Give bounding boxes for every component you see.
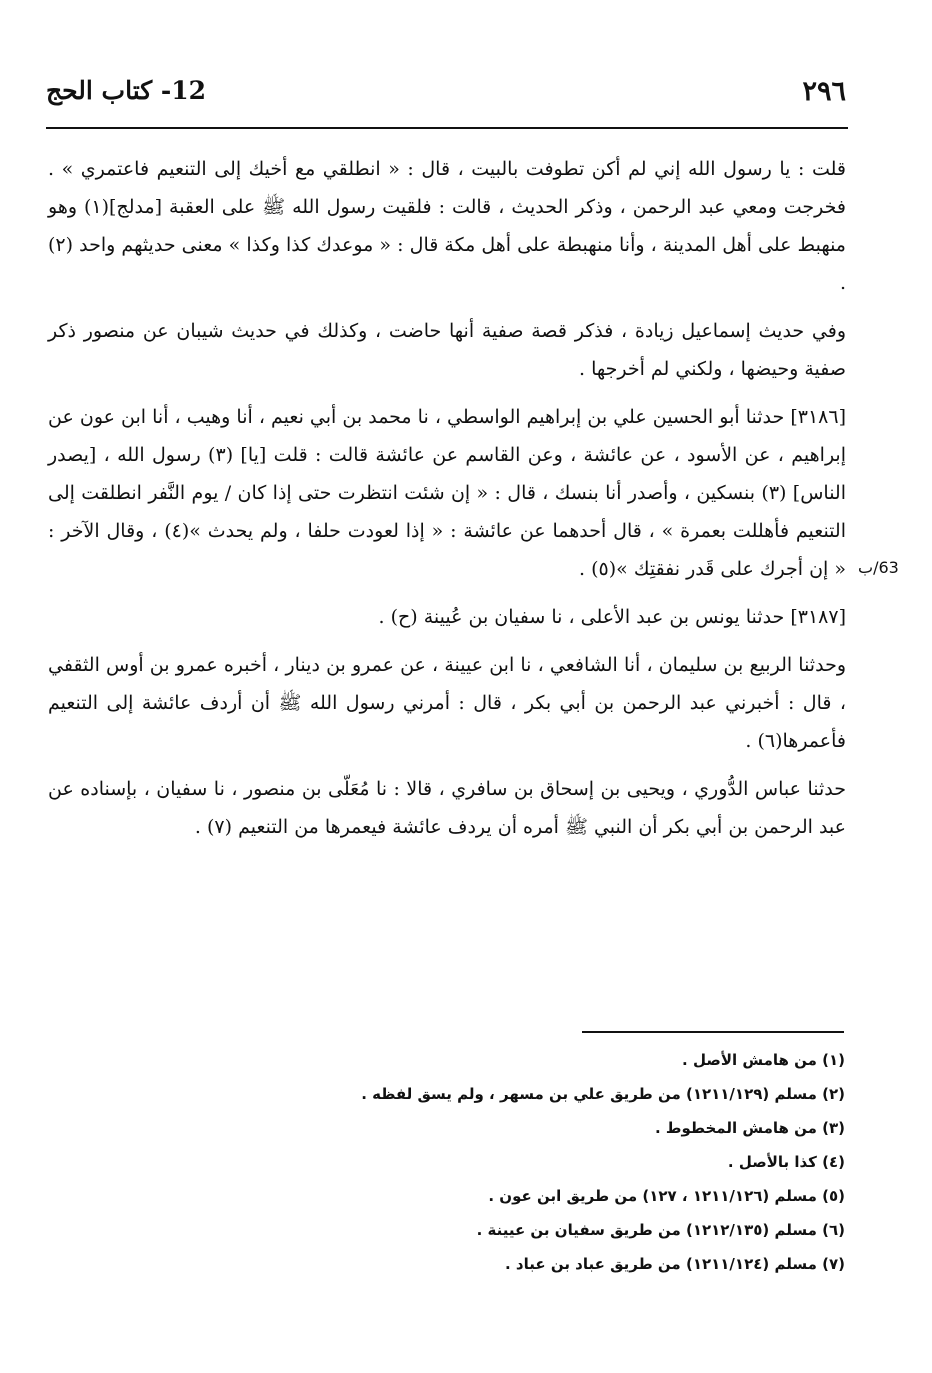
- paragraph-2: وفي حديث إسماعيل زيادة ، فذكر قصة صفية أنها حاضت ، وكذلك في حديث شيبان عن منصور ذكر صفية وحيضها ، ولكني لم أخرجها .: [48, 320, 846, 380]
- footnote-2: (٢) مسلم (١٢١١/١٢٩) من طريق علي بن مسهر ، ولم يسق لفظه .: [361, 1085, 845, 1103]
- main-text: [48, 150, 846, 856]
- footnote-4: (٤) كذا بالأصل .: [727, 1153, 845, 1171]
- header-divider: [46, 127, 848, 129]
- paragraph-hadith-3186: [٣١٨٦] حدثنا أبو الحسين علي بن إبراهيم الواسطي ، نا محمد بن أبي نعيم ، أنا وهيب ، أنا ابن عون عن إبراهيم ، عن الأسود ، عن عائشة ، وعن القاسم عن عائشة قالت : قلت [يا] (٣) رسول الله ، [يصدر الناس] (٣) بنسكين ، وأصدر أنا بنسك ، قال : « إن شئت انتظرت حتى إذا كان / يوم النَّفر انطلقت إلى التنعيم فأهللت بعمرة » ، قال أحدهما عن عائشة : « إذا لعودت حلفا ، ولم يحدث »(٤) ، وقال الآخر : « إن أجرك على قَدر نفقتِك »(٥) .: [48, 406, 846, 580]
- footnote-7: (٧) مسلم (١٢١١/١٢٤) من طريق عباد بن عباد .: [504, 1255, 845, 1273]
- page-number: ٢٩٦: [802, 76, 846, 107]
- paragraph-1: قلت : يا رسول الله إني لم أكن تطوفت بالبيت ، قال : « انطلقي مع أخيك إلى التنعيم فاعتمري » . فخرجت ومعي عبد الرحمن ، وذكر الحديث ، قالت : فلقيت رسول الله ﷺ على العقبة [مدلج](١) وهو منهبط على أهل المدينة ، وأنا منهبطة على أهل مكة قال : « موعدك كذا وكذا » معنى حديثهم واحد (٢) .: [48, 158, 846, 294]
- page-header: [46, 72, 846, 112]
- margin-folio-note: 63/ب: [858, 558, 899, 577]
- footnote-1: (١) من هامش الأصل .: [682, 1051, 845, 1069]
- footnote-6: (٦) مسلم (١٢١٢/١٣٥) من طريق سفيان بن عيينة .: [476, 1221, 845, 1239]
- footnote-divider: [582, 1031, 844, 1033]
- paragraph-hadith-3187: [٣١٨٧] حدثنا يونس بن عبد الأعلى ، نا سفيان بن عُيينة (ح) .: [378, 606, 846, 628]
- footnote-3: (٣) من هامش المخطوط .: [654, 1119, 845, 1137]
- chapter-title: 12- كتاب الحج: [46, 76, 207, 105]
- footnote-5: (٥) مسلم (١٢١١/١٢٦ ، ١٢٧) من طريق ابن عون .: [488, 1187, 845, 1205]
- paragraph-6: حدثنا عباس الدُّوري ، ويحيى بن إسحاق بن سافري ، قالا : نا مُعَلّى بن منصور ، نا سفيان ، بإسناده عن عبد الرحمن بن أبي بكر أن النبي ﷺ أمره أن يردف عائشة فيعمرها من التنعيم (٧) .: [48, 778, 846, 838]
- footnotes: [200, 1043, 845, 1281]
- paragraph-5: وحدثنا الربيع بن سليمان ، أنا الشافعي ، نا ابن عيينة ، عن عمرو بن دينار ، أخبره عمرو بن أوس الثقفي ، قال : أخبرني عبد الرحمن بن أبي بكر ، قال : أمرني رسول الله ﷺ أن أردف عائشة إلى التنعيم فأعمرها(٦) .: [48, 654, 846, 752]
